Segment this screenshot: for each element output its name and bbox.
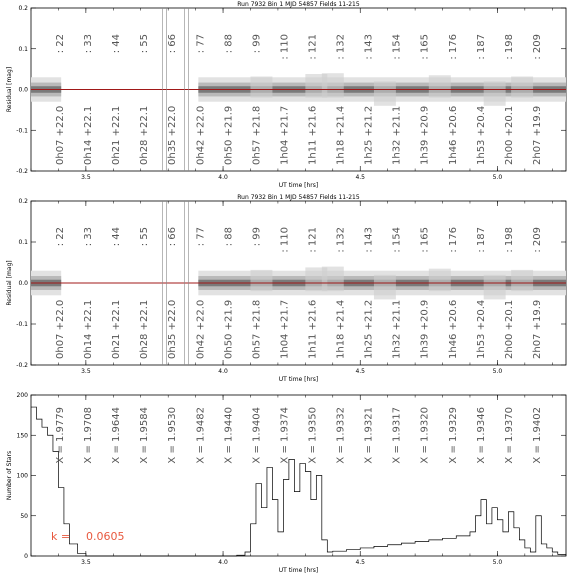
y-tick-label: 0.0 (18, 280, 28, 287)
position-label: 0h07 +22.0 (55, 299, 66, 359)
field-number-label: : 33 (83, 34, 95, 54)
airmass-label: X = 1.9329 (447, 407, 459, 464)
field-number-label: : 154 (391, 34, 403, 60)
y-tick-label: 0.0 (18, 86, 28, 94)
field-number-label: : 55 (139, 227, 151, 247)
x-tick-label: 5.0 (492, 368, 503, 375)
airmass-label: X = 1.9440 (223, 407, 235, 464)
field-number-label: : 77 (195, 34, 207, 54)
airmass-label: X = 1.9321 (363, 407, 375, 464)
airmass-label: X = 1.9404 (251, 407, 263, 464)
field-number-label: : 88 (223, 227, 235, 247)
position-label: 1h46 +20.6 (447, 105, 459, 165)
field-number-label: : 110 (279, 34, 291, 60)
y-axis-label: Residual [mag] (6, 66, 13, 113)
airmass-label: X = 1.9584 (139, 407, 151, 464)
field-number-label: : 198 (503, 34, 515, 60)
x-axis-label: UT time [hrs] (278, 567, 319, 574)
residual-bin (374, 275, 396, 300)
x-tick-label: 4.0 (218, 174, 228, 181)
position-label: 0h07 +22.0 (55, 105, 66, 165)
airmass-label: X = 1.9350 (307, 407, 319, 464)
airmass-label: X = 1.9708 (83, 407, 95, 464)
field-number-label: : 165 (419, 227, 431, 253)
x-tick-label: 4.0 (218, 559, 228, 566)
airmass-label: X = 1.9530 (167, 407, 179, 464)
residual-bin (484, 275, 506, 300)
field-number-label: : 143 (363, 34, 375, 60)
y-tick-label: -0.2 (16, 168, 28, 175)
panel-title: Run 7932 Bin 1 MJD 54857 Fields 11-215 (237, 1, 360, 8)
position-label: 1h11 +21.6 (307, 105, 319, 165)
position-label: 2h07 +19.9 (531, 105, 543, 165)
position-label: 0h42 +22.0 (195, 105, 207, 165)
x-tick-label: 3.5 (81, 559, 91, 566)
x-axis-label: UT time [hrs] (278, 182, 319, 189)
x-tick-label: 3.5 (81, 174, 91, 181)
y-tick-label: 50 (20, 512, 28, 520)
field-number-label: : 99 (251, 227, 263, 247)
field-number-label: : 209 (531, 227, 543, 253)
position-label: 0h21 +22.1 (111, 105, 123, 165)
y-axis-label: Number of Stars (6, 450, 13, 501)
position-label: 1h04 +21.7 (279, 105, 291, 165)
position-label: 0h50 +21.9 (223, 299, 235, 359)
airmass-label: X = 1.9346 (475, 407, 487, 464)
field-number-label: : 55 (139, 34, 151, 54)
k-label: k = (51, 530, 71, 543)
position-label: 1h39 +20.9 (419, 105, 431, 165)
y-tick-label: -0.1 (16, 321, 28, 328)
position-label: 1h25 +21.2 (363, 299, 375, 359)
field-number-label: : 66 (167, 34, 179, 54)
field-number-label: : 143 (363, 227, 375, 253)
position-label: 0h28 +22.1 (139, 299, 151, 359)
position-label: 0h35 +22.0 (167, 105, 179, 165)
residual-bin (250, 270, 272, 291)
position-label: 1h39 +20.9 (419, 299, 431, 359)
y-tick-label: 0 (24, 553, 28, 560)
position-label: 0h42 +22.0 (195, 299, 207, 359)
y-tick-label: 0.2 (18, 198, 28, 205)
field-number-label: : 187 (475, 34, 487, 60)
y-tick-label: -0.2 (16, 362, 28, 369)
position-label: 1h18 +21.4 (335, 105, 347, 165)
position-label: 1h53 +20.4 (475, 299, 487, 359)
position-label: 0h57 +21.8 (251, 299, 263, 359)
position-label: 1h32 +21.1 (391, 105, 403, 165)
field-number-label: : 132 (335, 227, 347, 253)
airmass-label: X = 1.9370 (503, 407, 515, 464)
position-label: 0h28 +22.1 (139, 105, 151, 165)
residual-bin (374, 81, 396, 105)
field-number-label: : 209 (531, 34, 543, 60)
airmass-label: X = 1.9317 (391, 407, 403, 464)
field-number-label: : 121 (307, 34, 319, 60)
field-number-label: : 99 (251, 34, 263, 54)
residual-bin (429, 75, 451, 97)
position-label: 0h14 +22.1 (83, 105, 95, 165)
y-tick-label: 100 (16, 472, 28, 480)
x-axis-label: UT time [hrs] (278, 376, 319, 383)
field-number-label: : 187 (475, 227, 487, 253)
x-tick-label: 4.0 (218, 368, 228, 375)
y-axis-label: Residual [mag] (6, 260, 13, 306)
y-tick-label: 0.1 (18, 239, 28, 246)
airmass-label: X = 1.9374 (279, 407, 291, 464)
field-number-label: : 176 (447, 34, 459, 60)
field-number-label: : 66 (167, 227, 179, 247)
x-tick-label: 5.0 (492, 174, 503, 181)
position-label: 0h35 +22.0 (167, 299, 179, 359)
position-label: 2h07 +19.9 (531, 299, 543, 359)
airmass-label: X = 1.9332 (335, 407, 347, 464)
position-label: 1h46 +20.6 (447, 299, 459, 359)
residual-bin (484, 81, 506, 105)
residual-bin (511, 76, 533, 97)
field-number-label: : 198 (503, 227, 515, 253)
x-tick-label: 4.5 (355, 174, 366, 181)
residual-bin (250, 76, 272, 97)
residual-panel-top (6, 1, 566, 189)
position-label: 1h32 +21.1 (391, 299, 403, 359)
field-number-label: : 165 (419, 34, 431, 60)
airmass-label: X = 1.9644 (111, 407, 123, 464)
field-number-label: : 121 (307, 227, 319, 253)
airmass-label: X = 1.9402 (531, 407, 543, 464)
x-tick-label: 3.5 (81, 368, 91, 375)
x-tick-label: 5.0 (492, 559, 503, 566)
field-number-label: : 22 (55, 227, 66, 247)
field-number-label: : 77 (195, 227, 207, 247)
airmass-label: X = 1.9320 (419, 407, 431, 464)
x-tick-label: 4.5 (355, 559, 366, 566)
airmass-label: X = 1.9779 (55, 407, 66, 464)
position-label: 2h00 +20.1 (503, 299, 515, 359)
position-label: 1h53 +20.4 (475, 105, 487, 165)
field-number-label: : 154 (391, 227, 403, 253)
field-number-label: : 132 (335, 34, 347, 60)
y-tick-label: 150 (16, 432, 28, 440)
position-label: 1h04 +21.7 (279, 299, 291, 359)
panel-title: Run 7932 Bin 1 MJD 54857 Fields 11-215 (237, 194, 360, 201)
y-tick-label: 0.1 (18, 45, 28, 53)
residual-bin (322, 73, 344, 97)
y-tick-label: 200 (16, 392, 28, 399)
position-label: 0h50 +21.9 (223, 105, 235, 165)
star-count-panel (6, 392, 566, 574)
residual-bin (511, 270, 533, 291)
position-label: 0h57 +21.8 (251, 105, 263, 165)
x-tick-label: 4.5 (355, 368, 366, 375)
field-number-label: : 44 (111, 34, 123, 54)
field-number-label: : 44 (111, 227, 123, 247)
field-number-label: : 110 (279, 227, 291, 253)
field-number-label: : 176 (447, 227, 459, 253)
residual-panel-middle (6, 194, 566, 383)
field-number-label: : 22 (55, 34, 66, 54)
y-tick-label: -0.1 (16, 127, 28, 135)
field-number-label: : 33 (83, 227, 95, 247)
position-label: 1h18 +21.4 (335, 299, 347, 359)
position-label: 1h25 +21.2 (363, 105, 375, 165)
field-number-label: : 88 (223, 34, 235, 54)
residual-bin (322, 267, 344, 292)
residual-bin (429, 269, 451, 292)
y-tick-label: 0.2 (18, 5, 28, 12)
position-label: 0h14 +22.1 (83, 299, 95, 359)
airmass-label: X = 1.9482 (195, 407, 207, 464)
k-value: 0.0605 (86, 530, 125, 543)
position-label: 1h11 +21.6 (307, 299, 319, 359)
position-label: 2h00 +20.1 (503, 105, 515, 165)
position-label: 0h21 +22.1 (111, 299, 123, 359)
